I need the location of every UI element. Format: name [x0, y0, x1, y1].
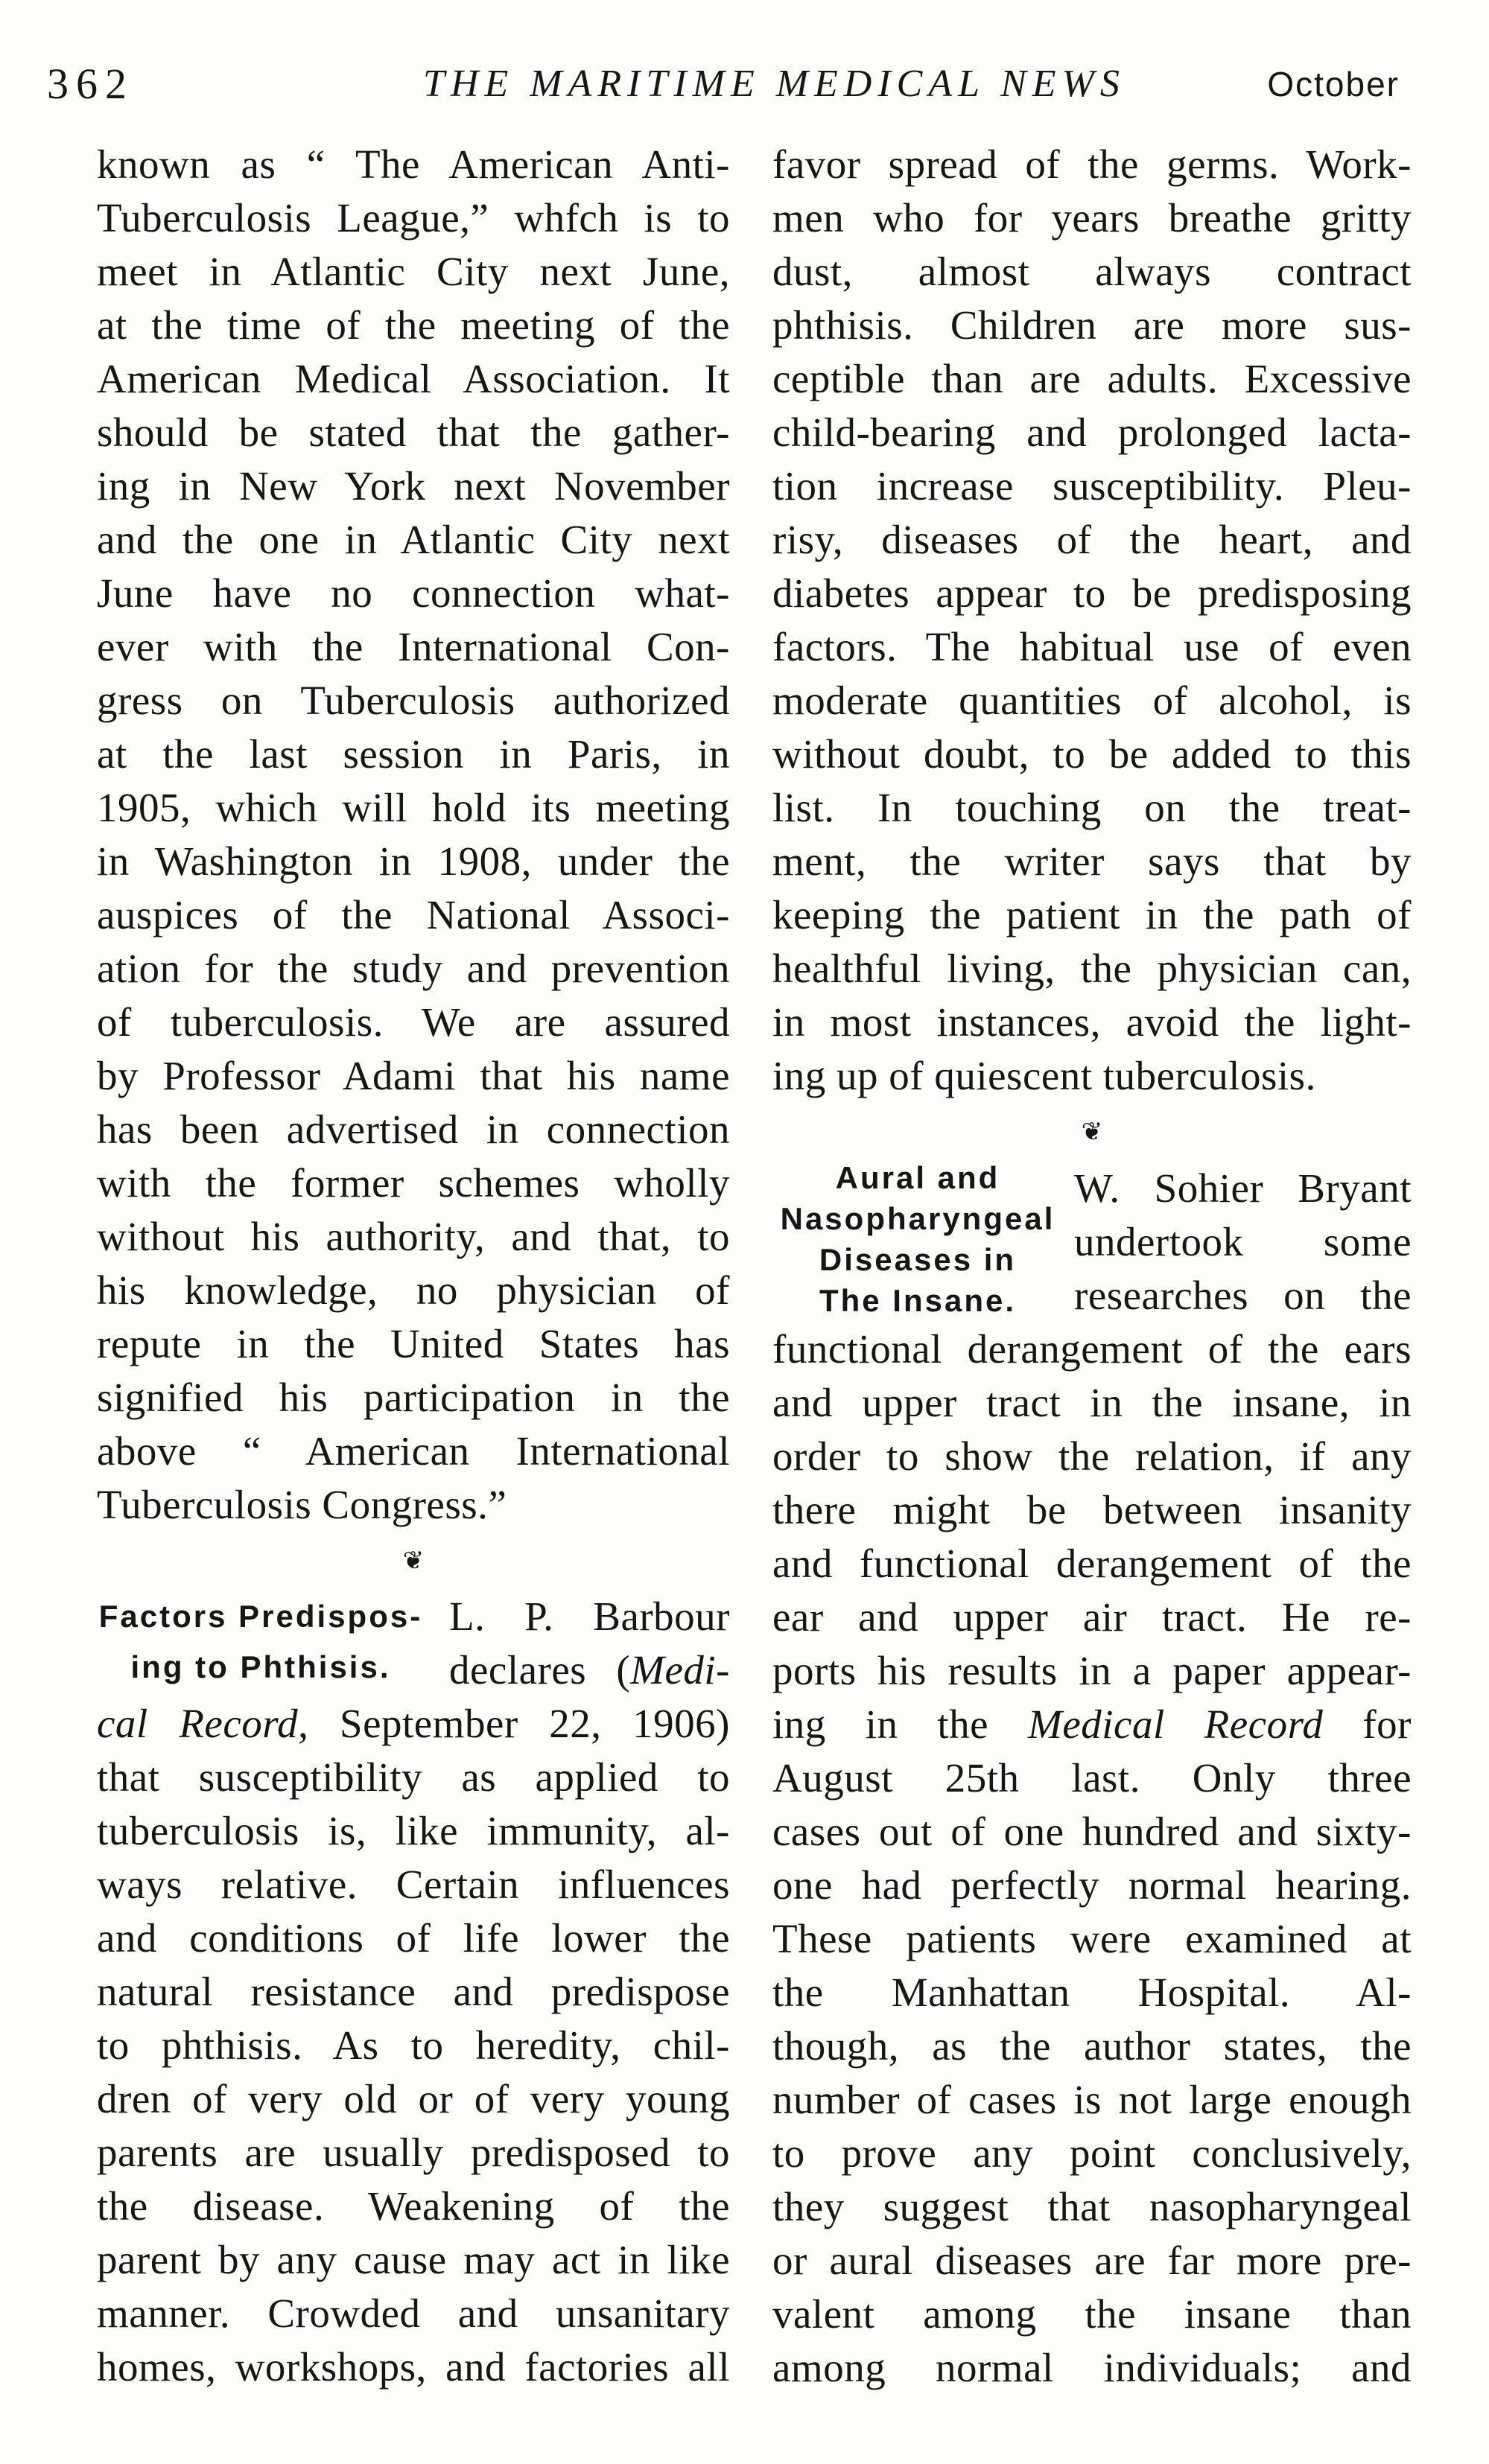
- side-head-line: Diseases in: [819, 1242, 1017, 1277]
- text-line: [772, 1698, 1412, 1751]
- side-head-line: The Insane.: [819, 1283, 1017, 1318]
- text-line: meet in Atlantic City next June,: [97, 249, 730, 294]
- text-line: parents are usually predisposed to: [97, 2130, 730, 2175]
- text-line: homes, workshops, and factories all: [97, 2344, 730, 2390]
- text-line: ear and upper air tract. He re-: [772, 1594, 1412, 1640]
- italic-text-run: Medi-: [630, 1647, 730, 1693]
- text-line: phthisis. Children are more sus-: [772, 302, 1412, 348]
- text-line: order to show the relation, if any: [772, 1433, 1412, 1479]
- text-line: that susceptibility as applied to: [97, 1754, 730, 1800]
- article-phthisis-continued: [772, 138, 1412, 1103]
- text-line: Tuberculosis League,” whfch is to: [97, 195, 730, 241]
- text-line: valent among the insane than: [772, 2291, 1412, 2337]
- side-head: [772, 1157, 1063, 1321]
- text-line: undertook some: [1074, 1219, 1412, 1264]
- text-line: manner. Crowded and unsanitary: [97, 2290, 730, 2336]
- text-line: the disease. Weakening of the: [97, 2183, 730, 2229]
- text-line: ceptible than are adults. Excessive: [772, 356, 1412, 401]
- article-aural-nasopharyngeal-diseases: [772, 1162, 1412, 2395]
- side-head-line: Factors Predispos-: [98, 1599, 423, 1634]
- text-line: has been advertised in connection: [97, 1107, 730, 1152]
- text-line: parent by any cause may act in like: [97, 2237, 730, 2282]
- text-line: among normal individuals; and: [772, 2345, 1412, 2390]
- text-line: healthful living, the physician can,: [772, 946, 1412, 991]
- running-header: [0, 58, 1489, 110]
- text-line: ation for the study and prevention: [97, 946, 730, 991]
- text-line: above “ American International: [97, 1428, 730, 1474]
- text-line: and conditions of life lower the: [97, 1915, 730, 1961]
- text-line: ment, the writer says that by: [772, 838, 1412, 884]
- section-divider: [97, 1532, 730, 1590]
- text-line: ports his results in a paper appear-: [772, 1648, 1412, 1693]
- text-run: declares (: [449, 1647, 631, 1693]
- text-line: one had perfectly normal hearing.: [772, 1862, 1412, 1908]
- text-line: June have no connection what-: [97, 570, 730, 616]
- fleuron-icon: ❦: [402, 1546, 425, 1576]
- issue-month: October: [1267, 65, 1400, 104]
- side-head-line: Aural and: [835, 1160, 1000, 1195]
- text-line: [449, 1643, 730, 1697]
- text-line: signified his participation in the: [97, 1375, 730, 1420]
- text-line: to prove any point conclusively,: [772, 2130, 1412, 2176]
- side-head: [97, 1591, 425, 1693]
- text-line: favor spread of the germs. Work-: [772, 141, 1412, 187]
- text-line: risy, diseases of the heart, and: [772, 517, 1412, 562]
- text-line: L. P. Barbour: [449, 1594, 730, 1639]
- text-run: ing in the: [772, 1701, 1029, 1747]
- text-line: W. Sohier Bryant: [1074, 1165, 1412, 1211]
- text-line: known as “ The American Anti-: [97, 141, 730, 187]
- text-line: ever with the International Con-: [97, 624, 730, 669]
- text-line: child-bearing and prolonged lacta-: [772, 410, 1412, 455]
- text-line: dust, almost always contract: [772, 249, 1412, 294]
- text-line: cases out of one hundred and sixty-: [772, 1809, 1412, 1854]
- text-line: at the time of the meeting of the: [97, 302, 730, 348]
- text-line: by Professor Adami that his name: [97, 1053, 730, 1098]
- text-line: diabetes appear to be predisposing: [772, 570, 1412, 616]
- article-anti-tuberculosis-league: [97, 138, 730, 1532]
- text-line: repute in the United States has: [97, 1321, 730, 1366]
- text-line: factors. The habitual use of even: [772, 624, 1412, 669]
- text-line: should be stated that the gather-: [97, 410, 730, 455]
- text-run: for: [1323, 1701, 1412, 1747]
- text-line: ways relative. Certain influences: [97, 1862, 730, 1907]
- side-head-line: ing to Phthisis.: [130, 1649, 391, 1684]
- text-line: keeping the patient in the path of: [772, 892, 1412, 937]
- text-line: without his authority, and that, to: [97, 1214, 730, 1259]
- text-line: and the one in Atlantic City next: [97, 517, 730, 562]
- text-line: in Washington in 1908, under the: [97, 838, 730, 884]
- text-line: American Medical Association. It: [97, 356, 730, 401]
- section-divider: [772, 1103, 1412, 1162]
- text-line: tion increase susceptibility. Pleu-: [772, 463, 1412, 509]
- journal-title: THE MARITIME MEDICAL NEWS: [423, 63, 1126, 105]
- page-number: 362: [47, 60, 134, 108]
- text-line: 1905, which will hold its meeting: [97, 785, 730, 830]
- text-line: to phthisis. As to heredity, chil-: [97, 2022, 730, 2068]
- text-line: or aural diseases are far more pre-: [772, 2238, 1412, 2283]
- text-line: and upper tract in the insane, in: [772, 1380, 1412, 1425]
- text-line: researches on the: [1074, 1273, 1412, 1318]
- text-line: at the last session in Paris, in: [97, 731, 730, 777]
- text-line: [97, 1697, 730, 1751]
- text-line: they suggest that nasopharyngeal: [772, 2184, 1412, 2229]
- text-line: with the former schemes wholly: [97, 1160, 730, 1206]
- text-line: and functional derangement of the: [772, 1541, 1412, 1586]
- text-line: Tuberculosis Congress.”: [97, 1482, 507, 1527]
- text-line: moderate quantities of alcohol, is: [772, 678, 1412, 723]
- text-line: ing up of quiescent tuberculosis.: [772, 1053, 1316, 1098]
- text-line: there might be between insanity: [772, 1487, 1412, 1532]
- text-line: tuberculosis is, like immunity, al-: [97, 1808, 730, 1853]
- text-line: though, as the author states, the: [772, 2023, 1412, 2069]
- text-line: in most instances, avoid the light-: [772, 999, 1412, 1045]
- text-line: gress on Tuberculosis authorized: [97, 678, 730, 723]
- text-line: his knowledge, no physician of: [97, 1267, 730, 1313]
- text-line: auspices of the National Associ-: [97, 892, 730, 937]
- italic-text-run: cal Record: [97, 1701, 299, 1746]
- text-line: men who for years breathe gritty: [772, 195, 1412, 241]
- text-line: ing in New York next November: [97, 463, 730, 509]
- text-line: dren of very old or of very young: [97, 2076, 730, 2121]
- italic-text-run: Medical Record: [1028, 1701, 1324, 1747]
- article-factors-predisposing-to-phthisis: [97, 1590, 730, 2394]
- text-line: natural resistance and predispose: [97, 1969, 730, 2014]
- text-line: These patients were examined at: [772, 1916, 1412, 1961]
- text-line: August 25th last. Only three: [772, 1755, 1412, 1801]
- text-line: list. In touching on the treat-: [772, 785, 1412, 830]
- text-line: number of cases is not large enough: [772, 2077, 1412, 2122]
- text-line: without doubt, to be added to this: [772, 731, 1412, 777]
- fleuron-icon: ❦: [1081, 1117, 1103, 1147]
- text-run: , September 22, 1906): [298, 1701, 730, 1746]
- side-head-line: Nasopharyngeal: [780, 1201, 1055, 1236]
- text-line: of tuberculosis. We are assured: [97, 999, 730, 1045]
- text-line: the Manhattan Hospital. Al-: [772, 1970, 1412, 2015]
- text-line: functional derangement of the ears: [772, 1326, 1412, 1372]
